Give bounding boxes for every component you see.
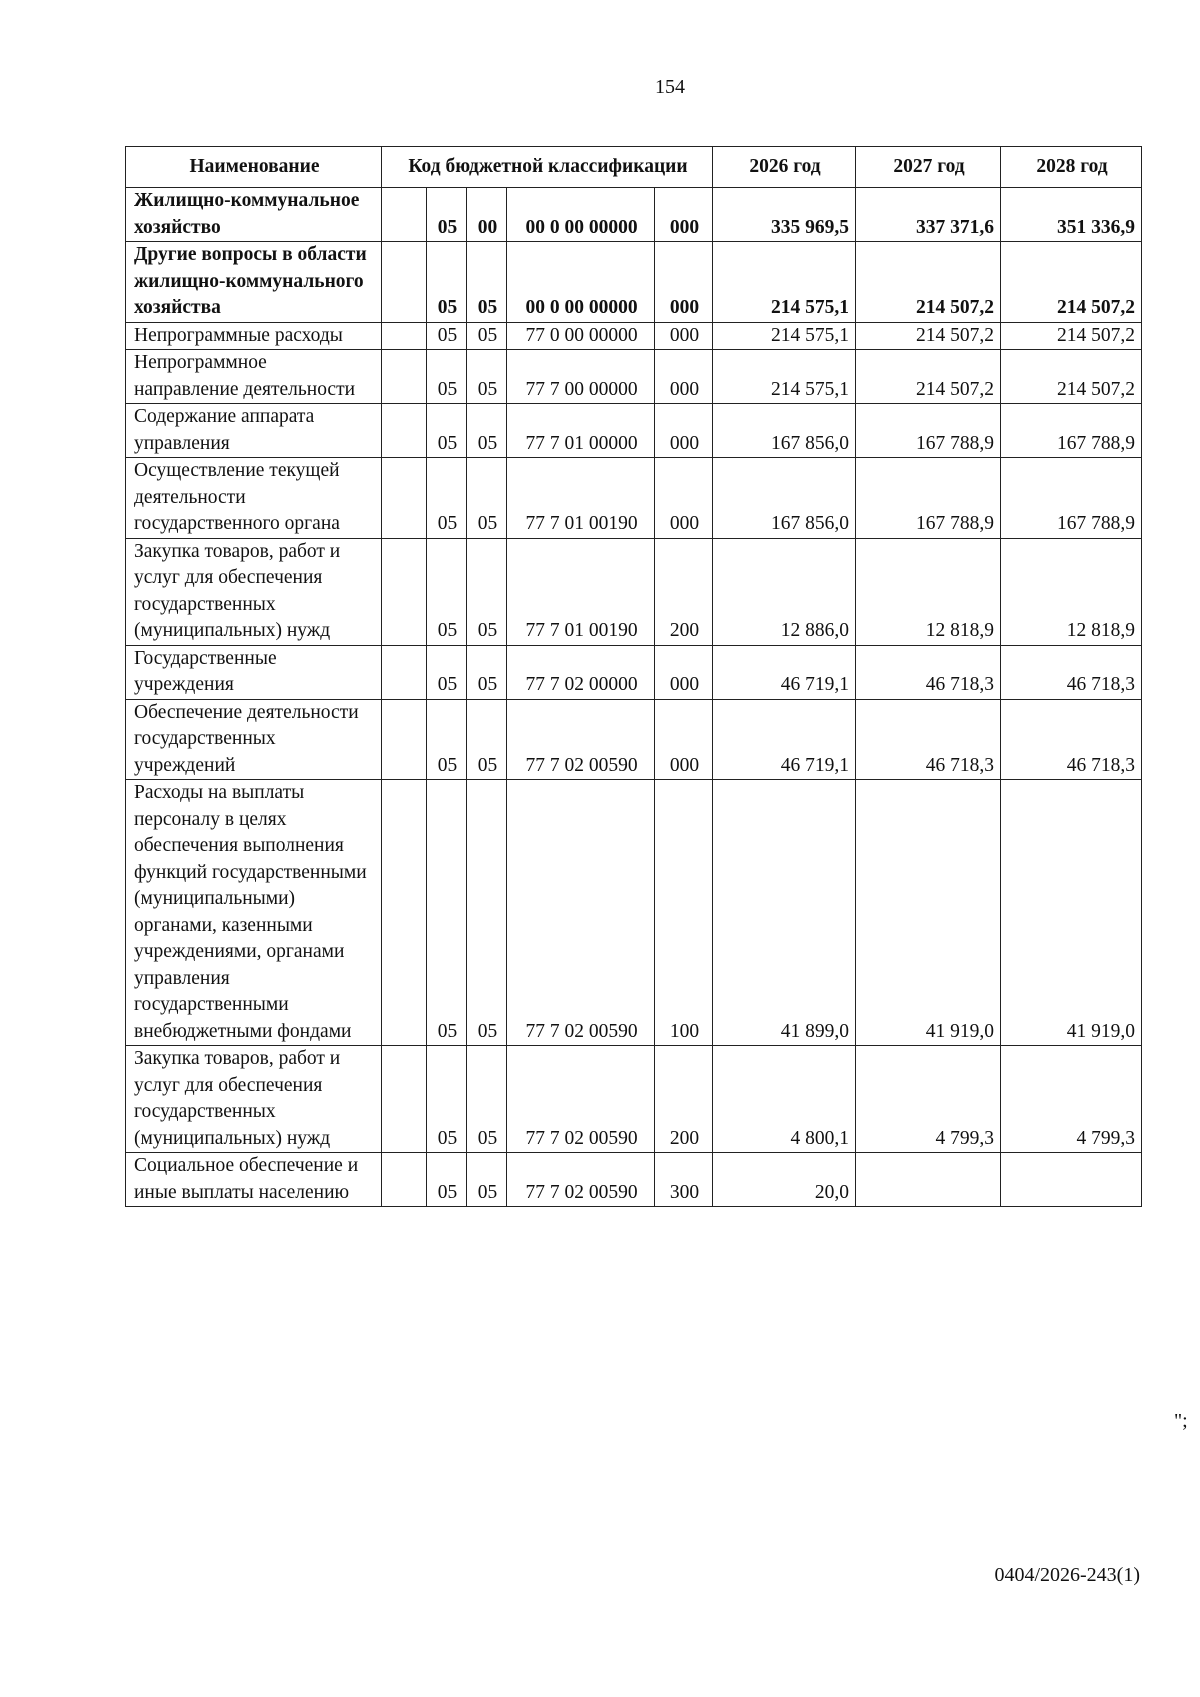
header-name: Наименование: [126, 147, 382, 188]
code-part-1: [382, 1046, 427, 1153]
code-expense-type: 000: [655, 322, 713, 350]
table-header-row: [126, 147, 1142, 188]
value-2028: 41 919,0: [1001, 780, 1142, 1046]
code-expense-type: 000: [655, 350, 713, 404]
value-2027: 167 788,9: [856, 458, 1001, 539]
row-name: Социальное обеспечение и иные выплаты населению: [126, 1153, 382, 1207]
value-2026: 20,0: [713, 1153, 856, 1207]
row-name: Государственные учреждения: [126, 645, 382, 699]
code-subsection: 05: [467, 242, 507, 323]
value-2028: 351 336,9: [1001, 188, 1142, 242]
code-subsection: 05: [467, 645, 507, 699]
value-2027: 12 818,9: [856, 538, 1001, 645]
header-2028: 2028 год: [1001, 147, 1142, 188]
code-part-1: [382, 458, 427, 539]
value-2028: 46 718,3: [1001, 645, 1142, 699]
code-section: 05: [427, 242, 467, 323]
document-number: 0404/2026-243(1): [994, 1564, 1140, 1586]
value-2027: 337 371,6: [856, 188, 1001, 242]
value-2027: 4 799,3: [856, 1046, 1001, 1153]
code-expense-type: 100: [655, 780, 713, 1046]
row-name: Другие вопросы в области жилищно-коммунального хозяйства: [126, 242, 382, 323]
code-subsection: 05: [467, 1153, 507, 1207]
code-part-1: [382, 350, 427, 404]
budget-table: [125, 146, 1142, 1207]
row-name: Непрограммные расходы: [126, 322, 382, 350]
page-number: 154: [655, 76, 685, 98]
closing-quote: ";: [1174, 1410, 1188, 1432]
row-name: Жилищно-коммунальное хозяйство: [126, 188, 382, 242]
value-2028: [1001, 1153, 1142, 1207]
value-2028: 214 507,2: [1001, 242, 1142, 323]
value-2026: 167 856,0: [713, 458, 856, 539]
code-target-article: 77 0 00 00000: [507, 322, 655, 350]
code-part-1: [382, 242, 427, 323]
value-2026: 335 969,5: [713, 188, 856, 242]
value-2028: 214 507,2: [1001, 322, 1142, 350]
code-target-article: 00 0 00 00000: [507, 242, 655, 323]
table-row: [126, 1046, 1142, 1153]
code-subsection: 05: [467, 322, 507, 350]
code-expense-type: 000: [655, 242, 713, 323]
value-2026: 167 856,0: [713, 404, 856, 458]
code-target-article: 77 7 02 00590: [507, 699, 655, 780]
code-subsection: 05: [467, 699, 507, 780]
code-part-1: [382, 645, 427, 699]
code-expense-type: 000: [655, 458, 713, 539]
code-subsection: 05: [467, 538, 507, 645]
value-2026: 41 899,0: [713, 780, 856, 1046]
code-expense-type: 300: [655, 1153, 713, 1207]
code-subsection: 05: [467, 780, 507, 1046]
table-row: [126, 242, 1142, 323]
code-part-1: [382, 404, 427, 458]
code-part-1: [382, 1153, 427, 1207]
table-row: [126, 350, 1142, 404]
code-target-article: 77 7 02 00590: [507, 780, 655, 1046]
code-target-article: 77 7 02 00590: [507, 1153, 655, 1207]
table-row: [126, 188, 1142, 242]
code-section: 05: [427, 350, 467, 404]
table-body: [126, 188, 1142, 1207]
value-2026: 12 886,0: [713, 538, 856, 645]
code-part-1: [382, 538, 427, 645]
row-name: Непрограммное направление деятельности: [126, 350, 382, 404]
code-section: 05: [427, 645, 467, 699]
code-expense-type: 000: [655, 404, 713, 458]
value-2028: 46 718,3: [1001, 699, 1142, 780]
code-part-1: [382, 188, 427, 242]
row-name: Содержание аппарата управления: [126, 404, 382, 458]
code-section: 05: [427, 188, 467, 242]
code-part-1: [382, 780, 427, 1046]
table-row: [126, 1153, 1142, 1207]
value-2027: 214 507,2: [856, 350, 1001, 404]
code-subsection: 05: [467, 1046, 507, 1153]
row-name: Закупка товаров, работ и услуг для обеспечения государственных (муниципальных) нужд: [126, 538, 382, 645]
code-subsection: 05: [467, 350, 507, 404]
code-subsection: 00: [467, 188, 507, 242]
value-2028: 214 507,2: [1001, 350, 1142, 404]
code-target-article: 77 7 01 00190: [507, 538, 655, 645]
table-row: [126, 645, 1142, 699]
code-expense-type: 000: [655, 645, 713, 699]
code-target-article: 77 7 02 00000: [507, 645, 655, 699]
code-section: 05: [427, 458, 467, 539]
code-section: 05: [427, 322, 467, 350]
row-name: Закупка товаров, работ и услуг для обеспечения государственных (муниципальных) нужд: [126, 1046, 382, 1153]
value-2028: 12 818,9: [1001, 538, 1142, 645]
code-subsection: 05: [467, 458, 507, 539]
code-section: 05: [427, 404, 467, 458]
table-row: [126, 458, 1142, 539]
value-2026: 214 575,1: [713, 322, 856, 350]
header-2026: 2026 год: [713, 147, 856, 188]
value-2026: 46 719,1: [713, 645, 856, 699]
code-target-article: 77 7 01 00190: [507, 458, 655, 539]
value-2027: 46 718,3: [856, 699, 1001, 780]
row-name: Осуществление текущей деятельности государственного органа: [126, 458, 382, 539]
header-2027: 2027 год: [856, 147, 1001, 188]
code-expense-type: 200: [655, 538, 713, 645]
row-name: Обеспечение деятельности государственных учреждений: [126, 699, 382, 780]
code-subsection: 05: [467, 404, 507, 458]
value-2027: 41 919,0: [856, 780, 1001, 1046]
table-row: [126, 780, 1142, 1046]
code-section: 05: [427, 780, 467, 1046]
value-2026: 46 719,1: [713, 699, 856, 780]
code-expense-type: 000: [655, 699, 713, 780]
code-section: 05: [427, 1153, 467, 1207]
value-2026: 4 800,1: [713, 1046, 856, 1153]
value-2027: 46 718,3: [856, 645, 1001, 699]
value-2028: 4 799,3: [1001, 1046, 1142, 1153]
header-code: Код бюджетной классификации: [382, 147, 713, 188]
code-target-article: 77 7 01 00000: [507, 404, 655, 458]
table-row: [126, 404, 1142, 458]
code-target-article: 00 0 00 00000: [507, 188, 655, 242]
code-section: 05: [427, 699, 467, 780]
value-2027: [856, 1153, 1001, 1207]
code-target-article: 77 7 00 00000: [507, 350, 655, 404]
code-part-1: [382, 699, 427, 780]
value-2026: 214 575,1: [713, 350, 856, 404]
table-row: [126, 322, 1142, 350]
table-row: [126, 538, 1142, 645]
code-target-article: 77 7 02 00590: [507, 1046, 655, 1153]
value-2026: 214 575,1: [713, 242, 856, 323]
code-section: 05: [427, 1046, 467, 1153]
value-2028: 167 788,9: [1001, 404, 1142, 458]
value-2027: 214 507,2: [856, 322, 1001, 350]
table-row: [126, 699, 1142, 780]
row-name: Расходы на выплаты персоналу в целях обеспечения выполнения функций государственными (муниципальными) органами, казенными учреждениями, органами управления государственными внебюджетными фондами: [126, 780, 382, 1046]
code-section: 05: [427, 538, 467, 645]
code-part-1: [382, 322, 427, 350]
code-expense-type: 200: [655, 1046, 713, 1153]
code-expense-type: 000: [655, 188, 713, 242]
value-2027: 167 788,9: [856, 404, 1001, 458]
value-2028: 167 788,9: [1001, 458, 1142, 539]
value-2027: 214 507,2: [856, 242, 1001, 323]
